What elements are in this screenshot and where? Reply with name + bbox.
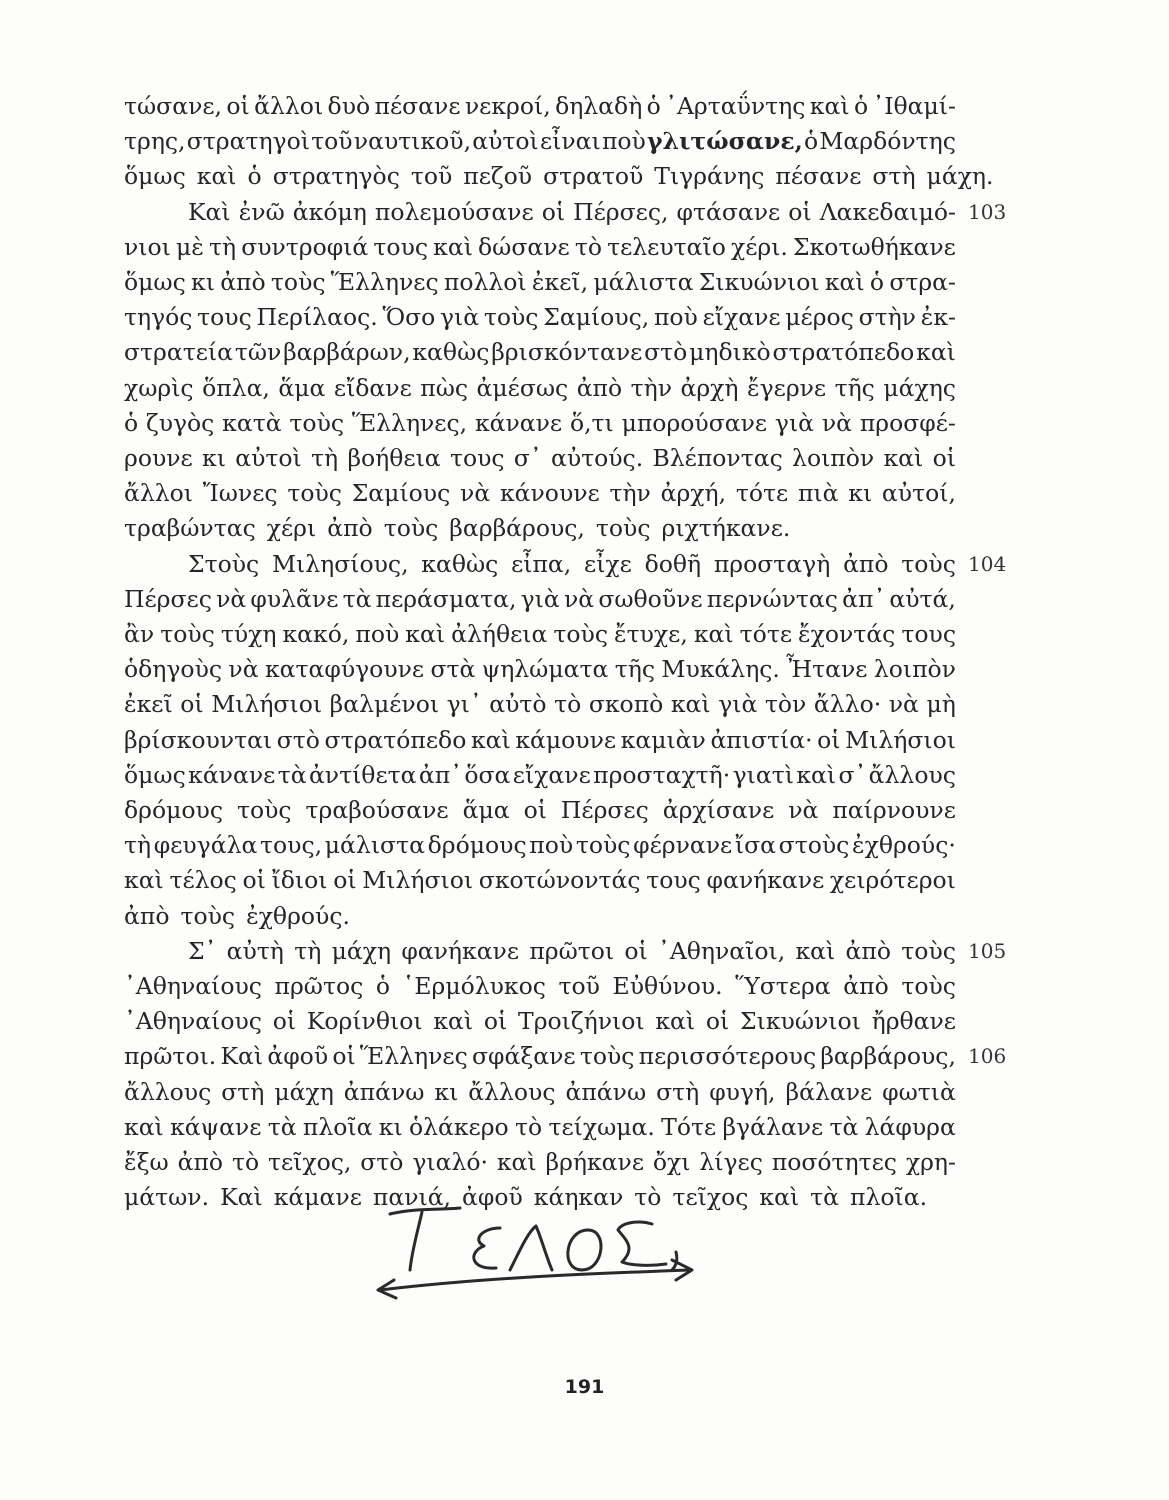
text-line: ἀπὸ τοὺς ἐχθρούς. [124, 901, 350, 930]
text-line: βρίσκουνται στὸ στρατόπεδο καὶ κάμουνε καμιὰν ἀπιστία· οἱ Μιλήσιοι [124, 725, 956, 754]
text-line: καὶ κάψανε τὰ πλοῖα κι ὁλάκερο τὸ τείχωμα. Τότε βγάλανε τὰ λάφυρα [124, 1112, 956, 1141]
text-line: ὅμως καὶ ὁ στρατηγὸς τοῦ πεζοῦ στρατοῦ Τιγράνης πέσανε στὴ μάχη. [124, 162, 994, 191]
text-line: ᾿Αθηναίους οἱ Κορίνθιοι καὶ οἱ Τροιζήνιοι καὶ οἱ Σικυώνιοι ἤρθανε [124, 1007, 956, 1036]
text-line: τὴ φευγάλα τους, μάλιστα δρόμους ποὺ τοὺς φέρνανε ἴσα στοὺς ἐχθρούς· [124, 831, 956, 860]
section-number: 103 [968, 199, 1007, 224]
text-line: ἐκεῖ οἱ Μιλήσιοι βαλμένοι γι᾿ αὐτὸ τὸ σκοπὸ καὶ γιὰ τὸν ἄλλο· νὰ μὴ [124, 690, 956, 719]
section-number: 106 [968, 1044, 1007, 1069]
text-line: ἄλλους στὴ μάχη ἀπάνω κι ἄλλους ἀπάνω στὴ φυγή, βάλανε φωτιὰ [124, 1077, 956, 1106]
text-line: ρουνε κι αὐτοὶ τὴ βοήθεια τους σ᾿ αὐτούς. Βλέποντας λοιπὸν καὶ οἱ [124, 444, 956, 472]
text-line: δρόμους τοὺς τραβούσανε ἅμα οἱ Πέρσες ἀρχίσανε νὰ παίρνουνε [124, 796, 956, 824]
text-line: ᾿Αθηναίους πρῶτος ὁ ῾Ερμόλυκος τοῦ Εὐθύνου. Ὕστερα ἀπὸ τοὺς [124, 972, 956, 1000]
text-line: χωρὶς ὅπλα, ἅμα εἴδανε πὼς ἀμέσως ἀπὸ τὴν ἀρχὴ ἔγερνε τῆς μάχης [124, 373, 956, 402]
page-number: 191 [564, 1376, 605, 1398]
text-line: Καὶ ἐνῶ ἀκόμη πολεμούσανε οἱ Πέρσες, φτάσανε οἱ Λακεδαιμό- [188, 197, 956, 226]
text-line: Πέρσες νὰ φυλᾶνε τὰ περάσματα, γιὰ νὰ σωθοῦνε περνώντας ἀπ᾿ αὐτά, [124, 584, 956, 613]
text-line: καὶ τέλος οἱ ἴδιοι οἱ Μιλήσιοι σκοτώνοντάς τους φανήκανε χειρότεροι [124, 866, 956, 895]
text-line: ὁδηγοὺς νὰ καταφύγουνε στὰ ψηλώματα τῆς Μυκάλης. Ἦτανε λοιπὸν [124, 655, 956, 684]
text-line: ἔξω ἀπὸ τὸ τεῖχος, στὸ γιαλό· καὶ βρήκανε ὄχι λίγες ποσότητες χρη- [124, 1148, 956, 1176]
text-line: ἂν τοὺς τύχη κακό, ποὺ καὶ ἀλήθεια τοὺς ἔτυχε, καὶ τότε ἔχοντάς τους [124, 620, 956, 648]
text-line: ὁ ζυγὸς κατὰ τοὺς Ἕλληνες, κάνανε ὅ,τι μπορούσανε γιὰ νὰ προσφέ- [124, 408, 956, 437]
text-line: τραβώντας χέρι ἀπὸ τοὺς βαρβάρους, τοὺς ριχτήκανε. [124, 514, 791, 543]
text-line: στρατεία τῶν βαρβάρων, καθὼς βρισκόντανε στὸ μηδικὸ στρατόπεδο καὶ [124, 338, 956, 367]
text-line: ὅμως κι ἀπὸ τοὺς Ἕλληνες πολλοὶ ἐκεῖ, μάλιστα Σικυώνιοι καὶ ὁ στρα- [124, 268, 956, 296]
text-line: μάτων. Καὶ κάμανε πανιά, ἀφοῦ κάηκαν τὸ τεῖχος καὶ τὰ πλοῖα. [124, 1183, 928, 1212]
handwritten-telos [360, 1190, 720, 1310]
text-line: Σ᾿ αὐτὴ τὴ μάχη φανήκανε πρῶτοι οἱ ᾿Αθηναῖοι, καὶ ἀπὸ τοὺς [188, 936, 956, 965]
text-line: ὅμως κάνανε τὰ ἀντίθετα ἀπ᾿ ὅσα εἴχανε προσταχτῆ· γιατὶ καὶ σ᾿ ἄλλους [124, 760, 956, 789]
section-number: 104 [968, 551, 1007, 576]
text-line: τώσανε, οἱ ἄλλοι δυὸ πέσανε νεκροί, δηλαδὴ ὁ ᾿Αρταΰντης καὶ ὁ ᾿Ιθαμί- [124, 92, 956, 120]
text-line: πρῶτοι. Καὶ ἀφοῦ οἱ Ἕλληνες σφάξανε τοὺς περισσότερους βαρβάρους, [124, 1042, 956, 1071]
text-line: ἄλλοι Ἴωνες τοὺς Σαμίους νὰ κάνουνε τὴν ἀρχή, τότε πιὰ κι αὐτοί, [124, 479, 956, 508]
text-line: Στοὺς Μιλησίους, καθὼς εἶπα, εἶχε δοθῆ προσταγὴ ἀπὸ τοὺς [188, 549, 956, 578]
text-line: τρης, στρατηγοὶ τοῦ ναυτικοῦ, αὐτοὶ εἶναι ποὺ γλιτώσανε, ὁ Μαρδόντης [124, 127, 956, 156]
section-number: 105 [968, 938, 1007, 963]
text-line: νιοι μὲ τὴ συντροφιά τους καὶ δώσανε τὸ τελευταῖο χέρι. Σκοτωθήκανε [124, 232, 956, 261]
text-line: τηγός τους Περίλαος. Ὅσο γιὰ τοὺς Σαμίους, ποὺ εἴχανε μέρος στὴν ἐκ- [124, 303, 956, 332]
